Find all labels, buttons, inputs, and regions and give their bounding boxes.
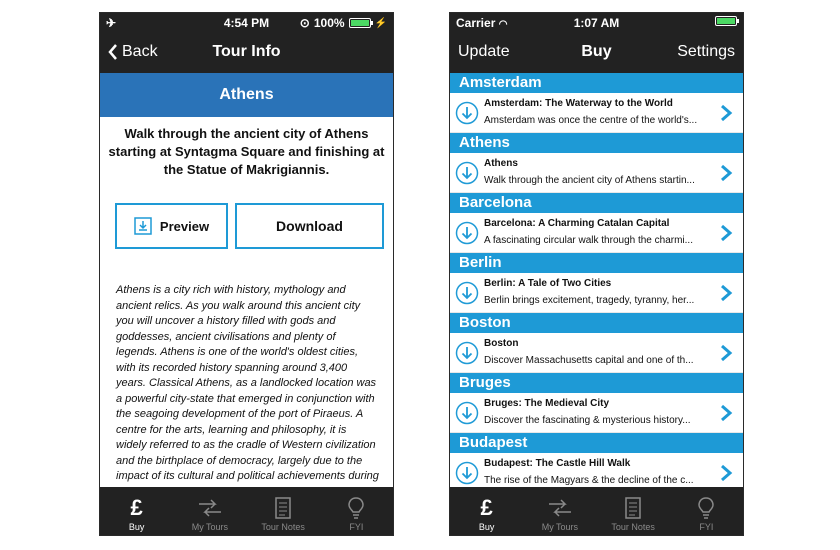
tab-fyi[interactable] xyxy=(670,487,743,535)
tour-list xyxy=(450,73,743,487)
list-item[interactable] xyxy=(450,393,743,433)
tab-label: FYI xyxy=(699,522,714,532)
tab-tour-notes[interactable] xyxy=(247,487,320,535)
download-circle-icon[interactable] xyxy=(455,461,479,485)
tab-label: My Tours xyxy=(191,522,229,532)
tour-title: Bruges: The Medieval City xyxy=(484,398,610,409)
update-button[interactable]: Update xyxy=(458,43,510,60)
section-header-barcelona: Barcelona xyxy=(450,193,743,213)
tour-desc: Discover Massachusetts capital and one of th... xyxy=(484,355,694,366)
tab-label: Buy xyxy=(478,522,495,532)
nav-bar xyxy=(100,33,393,73)
section-header-boston: Boston xyxy=(450,313,743,333)
buy-screen xyxy=(449,12,744,536)
section-header-bruges: Bruges xyxy=(450,373,743,393)
battery-icon xyxy=(349,18,371,28)
pound-icon: £ xyxy=(480,495,493,520)
tab-bar xyxy=(100,487,393,535)
preview-label: Preview xyxy=(159,218,210,234)
battery-percent: 100% xyxy=(313,16,345,30)
tour-summary: Walk through the ancient city of Athens starting at Syntagma Square and finishing at the Statue of Makrigiannis. xyxy=(108,126,385,177)
notes-icon xyxy=(623,494,643,522)
tab-label: My Tours xyxy=(541,522,579,532)
chevron-right-icon xyxy=(719,284,733,302)
back-chevron-icon xyxy=(108,43,118,61)
download-circle-icon[interactable] xyxy=(455,401,479,425)
tour-desc: The rise of the Magyars & the decline of the c... xyxy=(484,475,694,486)
lightbulb-icon xyxy=(347,494,365,522)
tour-description: Athens is a city rich with history, mythology and ancient relics. As you walk around this ancient city you will uncover a history filled with gods and goddesses, ancient civilisations and plenty of legends. Athens is one of the world's oldest cities, with its recorded history spanning around 3,400 years. Classical Athens, as a landlocked location was a powerful city-state that emerged in conjunction with the seagoing development of the port of Piraeus. A centre for the arts, learning and philosophy, it is widely referred to as the cradle of Western civilization and the birthplace of democracy, largely due to the impact of its cultural and political achievements during xyxy=(116,284,379,482)
back-label: Back xyxy=(122,43,158,60)
tour-desc: Discover the fascinating & mysterious history... xyxy=(484,415,691,426)
city-header: Athens xyxy=(100,73,393,117)
tour-title: Boston xyxy=(484,338,519,349)
download-circle-icon[interactable] xyxy=(455,281,479,305)
tab-label: Tour Notes xyxy=(611,522,655,532)
tour-title: Budapest: The Castle Hill Walk xyxy=(484,458,631,469)
arrows-icon xyxy=(547,494,573,522)
list-item[interactable] xyxy=(450,93,743,133)
preview-button[interactable] xyxy=(115,203,228,249)
settings-button[interactable]: Settings xyxy=(677,43,735,60)
tab-buy[interactable] xyxy=(450,487,523,535)
charging-icon: ⚡ xyxy=(374,17,387,29)
pound-icon: £ xyxy=(130,495,143,520)
chevron-right-icon xyxy=(719,224,733,242)
download-circle-icon[interactable] xyxy=(455,161,479,185)
status-bar xyxy=(100,13,393,33)
section-header-berlin: Berlin xyxy=(450,253,743,273)
download-circle-icon[interactable] xyxy=(455,101,479,125)
tab-my-tours[interactable] xyxy=(523,487,596,535)
carrier-label: Carrier xyxy=(456,16,496,30)
tour-desc: A fascinating circular walk through the charmi... xyxy=(484,235,693,246)
download-circle-icon[interactable] xyxy=(455,221,479,245)
page-title: Tour Info xyxy=(212,43,281,60)
status-bar xyxy=(450,13,743,33)
list-item[interactable] xyxy=(450,213,743,253)
download-label: Download xyxy=(276,218,343,234)
list-item[interactable] xyxy=(450,333,743,373)
rotation-lock-icon: ⊙ xyxy=(299,16,310,30)
tour-title: Athens xyxy=(484,158,518,169)
tab-label: Tour Notes xyxy=(261,522,305,532)
chevron-right-icon xyxy=(719,164,733,182)
airplane-icon: ✈ xyxy=(106,16,117,30)
tour-info-screen xyxy=(99,12,394,536)
section-header-budapest: Budapest xyxy=(450,433,743,453)
tour-title: Amsterdam: The Waterway to the World xyxy=(484,98,673,109)
tab-tour-notes[interactable] xyxy=(597,487,670,535)
preview-download-icon xyxy=(134,217,152,235)
chevron-right-icon xyxy=(719,344,733,362)
tab-label: Buy xyxy=(128,522,145,532)
back-button[interactable] xyxy=(108,43,158,61)
lightbulb-icon xyxy=(697,494,715,522)
status-time: 1:07 AM xyxy=(573,16,620,30)
chevron-right-icon xyxy=(719,404,733,422)
tour-desc: Berlin brings excitement, tragedy, tyranny, her... xyxy=(484,295,695,306)
tab-label: FYI xyxy=(349,522,364,532)
battery-icon xyxy=(715,16,737,26)
section-header-athens: Athens xyxy=(450,133,743,153)
tour-desc: Walk through the ancient city of Athens startin... xyxy=(484,175,695,186)
download-circle-icon[interactable] xyxy=(455,341,479,365)
chevron-right-icon xyxy=(719,104,733,122)
list-item[interactable] xyxy=(450,153,743,193)
chevron-right-icon xyxy=(719,464,733,482)
tour-title: Berlin: A Tale of Two Cities xyxy=(484,278,612,289)
list-item[interactable] xyxy=(450,273,743,313)
section-header-amsterdam: Amsterdam xyxy=(450,73,743,93)
tab-fyi[interactable] xyxy=(320,487,393,535)
tab-buy[interactable] xyxy=(100,487,173,535)
tour-title: Barcelona: A Charming Catalan Capital xyxy=(484,218,670,229)
wifi-icon: ◠ xyxy=(498,19,508,30)
notes-icon xyxy=(273,494,293,522)
nav-bar xyxy=(450,33,743,73)
tab-my-tours[interactable] xyxy=(173,487,246,535)
status-time: 4:54 PM xyxy=(223,16,270,30)
tour-desc: Amsterdam was once the centre of the world's... xyxy=(484,115,698,126)
arrows-icon xyxy=(197,494,223,522)
tab-bar xyxy=(450,487,743,535)
download-button[interactable] xyxy=(235,203,384,249)
page-title: Buy xyxy=(581,43,612,60)
